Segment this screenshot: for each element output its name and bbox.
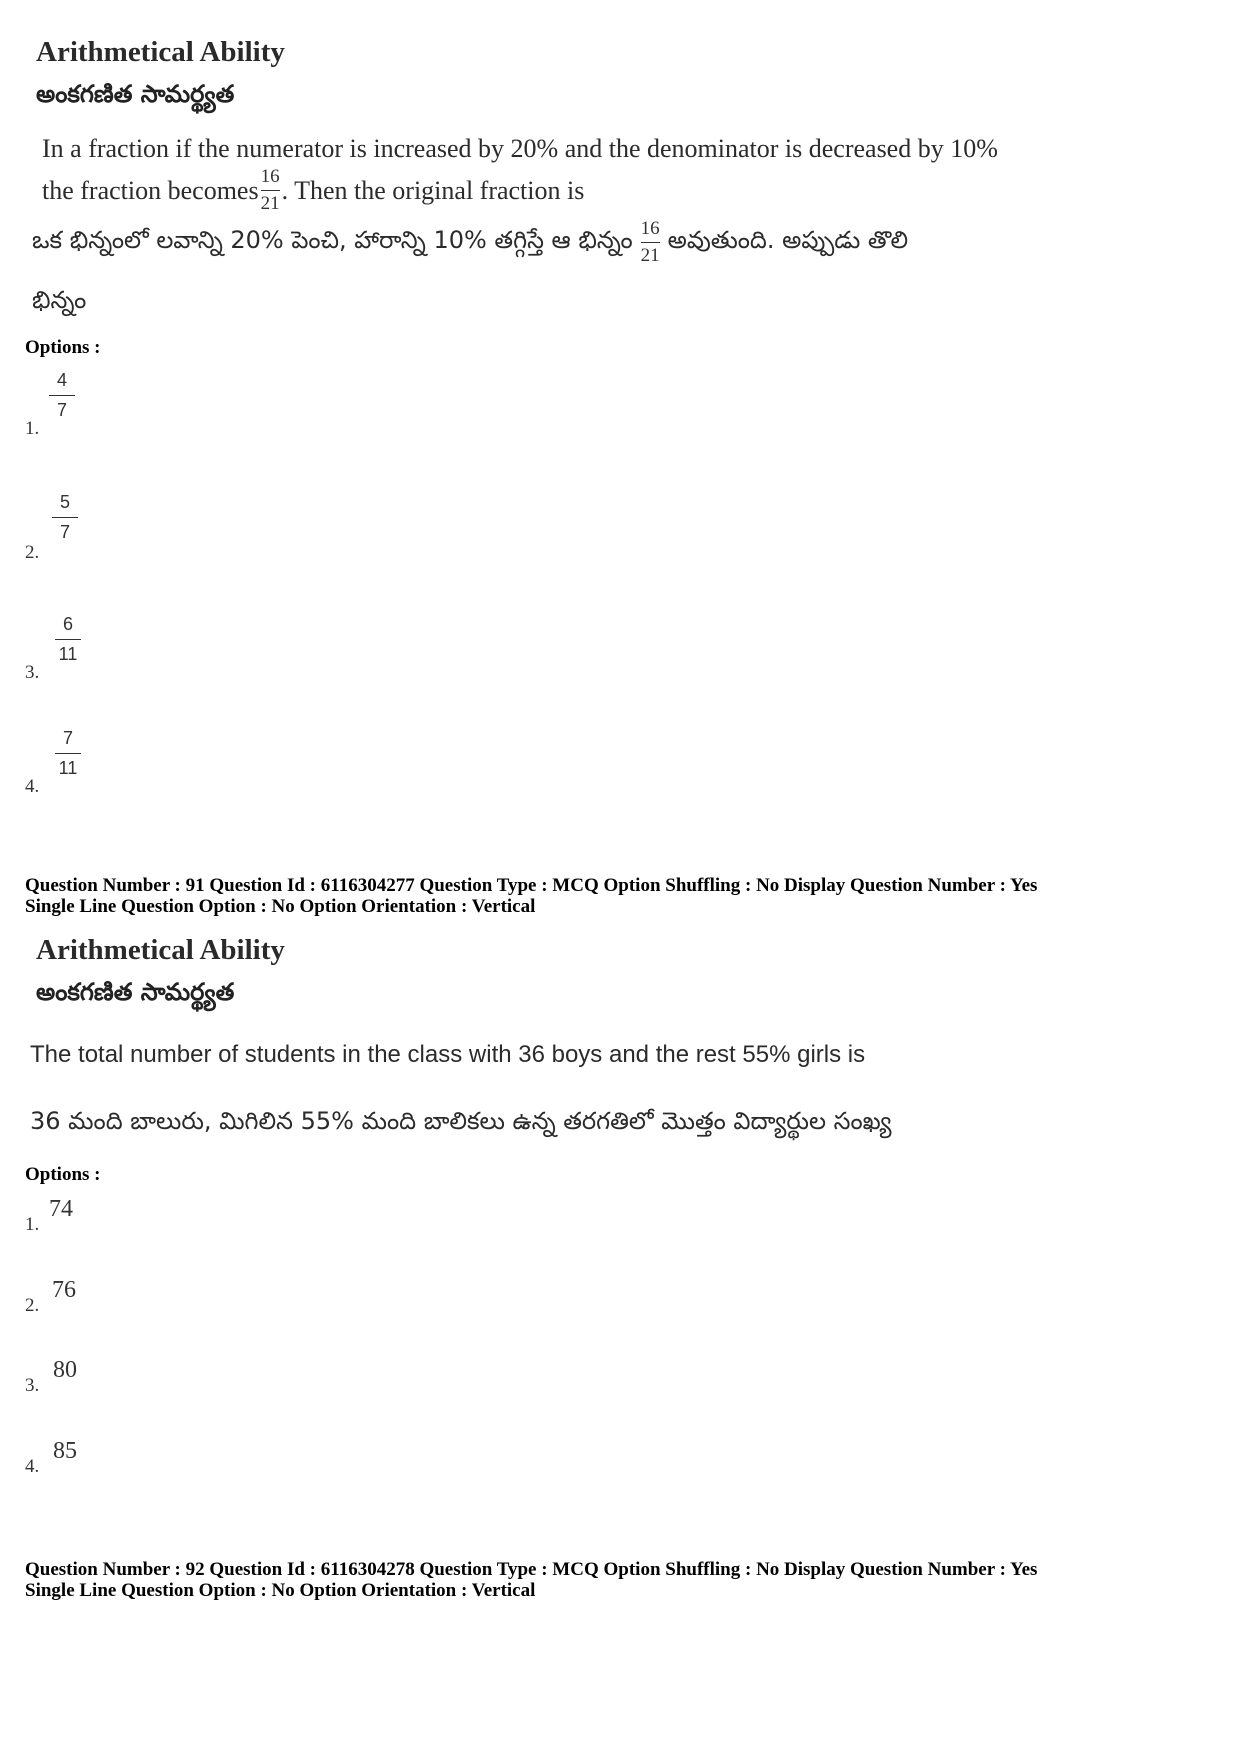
subject-heading-te: అంకగణిత సామర్థ్యత: [36, 978, 235, 1006]
option-number: 2.: [25, 1295, 40, 1316]
option-numerator: 5: [59, 492, 70, 512]
subject-heading-te: అంకగణిత సామర్థ్యత: [36, 80, 235, 108]
question-91-metadata: [25, 875, 1037, 917]
question-text-te-line1-start: ఒక భిన్నంలో లవాన్ని 20% పెంచి, హారాన్ని 10% తగ్గిస్తే ఆ భిన్నం: [32, 225, 633, 254]
option-number: 3.: [25, 1375, 40, 1396]
option-fraction: [55, 728, 81, 779]
option-number: 3.: [25, 662, 40, 683]
option-denominator: 11: [58, 758, 78, 778]
option-value: 85: [53, 1438, 77, 1464]
question-text-en-line1: In a fraction if the numerator is increased by 20% and the denominator is decreased by 10%: [42, 134, 998, 163]
option-2[interactable]: [25, 1277, 105, 1317]
option-denominator: 7: [59, 522, 70, 542]
metadata-line2: Single Line Question Option : No Option Orientation : Vertical: [25, 896, 536, 917]
metadata-line2: Single Line Question Option : No Option Orientation : Vertical: [25, 1580, 536, 1601]
question-text-te-line2: భిన్నం: [32, 286, 87, 314]
option-1[interactable]: [25, 1196, 105, 1236]
option-fraction: [55, 614, 81, 665]
option-numerator: 4: [56, 370, 67, 390]
options-label: Options :: [25, 1164, 101, 1185]
inline-fraction-denominator: 21: [260, 193, 280, 214]
question-text-en-line2: [42, 166, 584, 215]
option-number: 4.: [25, 776, 40, 797]
inline-fraction-numerator: 16: [260, 166, 280, 187]
option-number: 1.: [25, 1214, 40, 1235]
inline-fraction-te-numerator: 16: [640, 218, 660, 239]
option-value: 76: [52, 1277, 76, 1303]
question-text-en-line2-end: . Then the original fraction is: [281, 175, 585, 205]
option-number: 2.: [25, 542, 40, 563]
option-fraction: [49, 370, 75, 421]
option-numerator: 7: [62, 728, 73, 748]
question-text-te: 36 మంది బాలురు, మిగిలిన 55% మంది బాలికలు ఉన్న తరగతిలో మొత్తం విద్యార్థుల సంఖ్య: [30, 1107, 892, 1135]
question-text-te-line1-end: అవుతుంది. అప్పుడు తొలి: [667, 225, 909, 254]
option-numerator: 6: [62, 614, 73, 634]
subject-heading-en: Arithmetical Ability: [36, 36, 285, 68]
subject-heading-en: Arithmetical Ability: [36, 934, 285, 966]
inline-fraction: [261, 166, 280, 215]
inline-fraction-te-denominator: 21: [640, 245, 660, 266]
metadata-line1: Question Number : 92 Question Id : 6116304278 Question Type : MCQ Option Shuffling : No Display Question Number : Yes: [25, 1559, 1038, 1580]
option-fraction: [52, 492, 78, 543]
option-denominator: 11: [58, 644, 78, 664]
question-text-te-line1: [32, 218, 908, 267]
question-text-en-line2-start: the fraction becomes: [42, 175, 259, 205]
question-92-metadata: [25, 1559, 1037, 1601]
option-4[interactable]: [25, 1438, 105, 1478]
option-3[interactable]: [25, 1357, 105, 1397]
option-denominator: 7: [56, 400, 67, 420]
option-value: 80: [53, 1357, 77, 1383]
inline-fraction-te: [641, 218, 660, 267]
option-value: 74: [49, 1196, 73, 1222]
option-number: 4.: [25, 1456, 40, 1477]
question-text-en: The total number of students in the class with 36 boys and the rest 55% girls is: [30, 1041, 866, 1068]
option-number: 1.: [25, 418, 40, 439]
options-label: Options :: [25, 337, 101, 358]
metadata-line1: Question Number : 91 Question Id : 6116304277 Question Type : MCQ Option Shuffling : No Display Question Number : Yes: [25, 875, 1038, 896]
